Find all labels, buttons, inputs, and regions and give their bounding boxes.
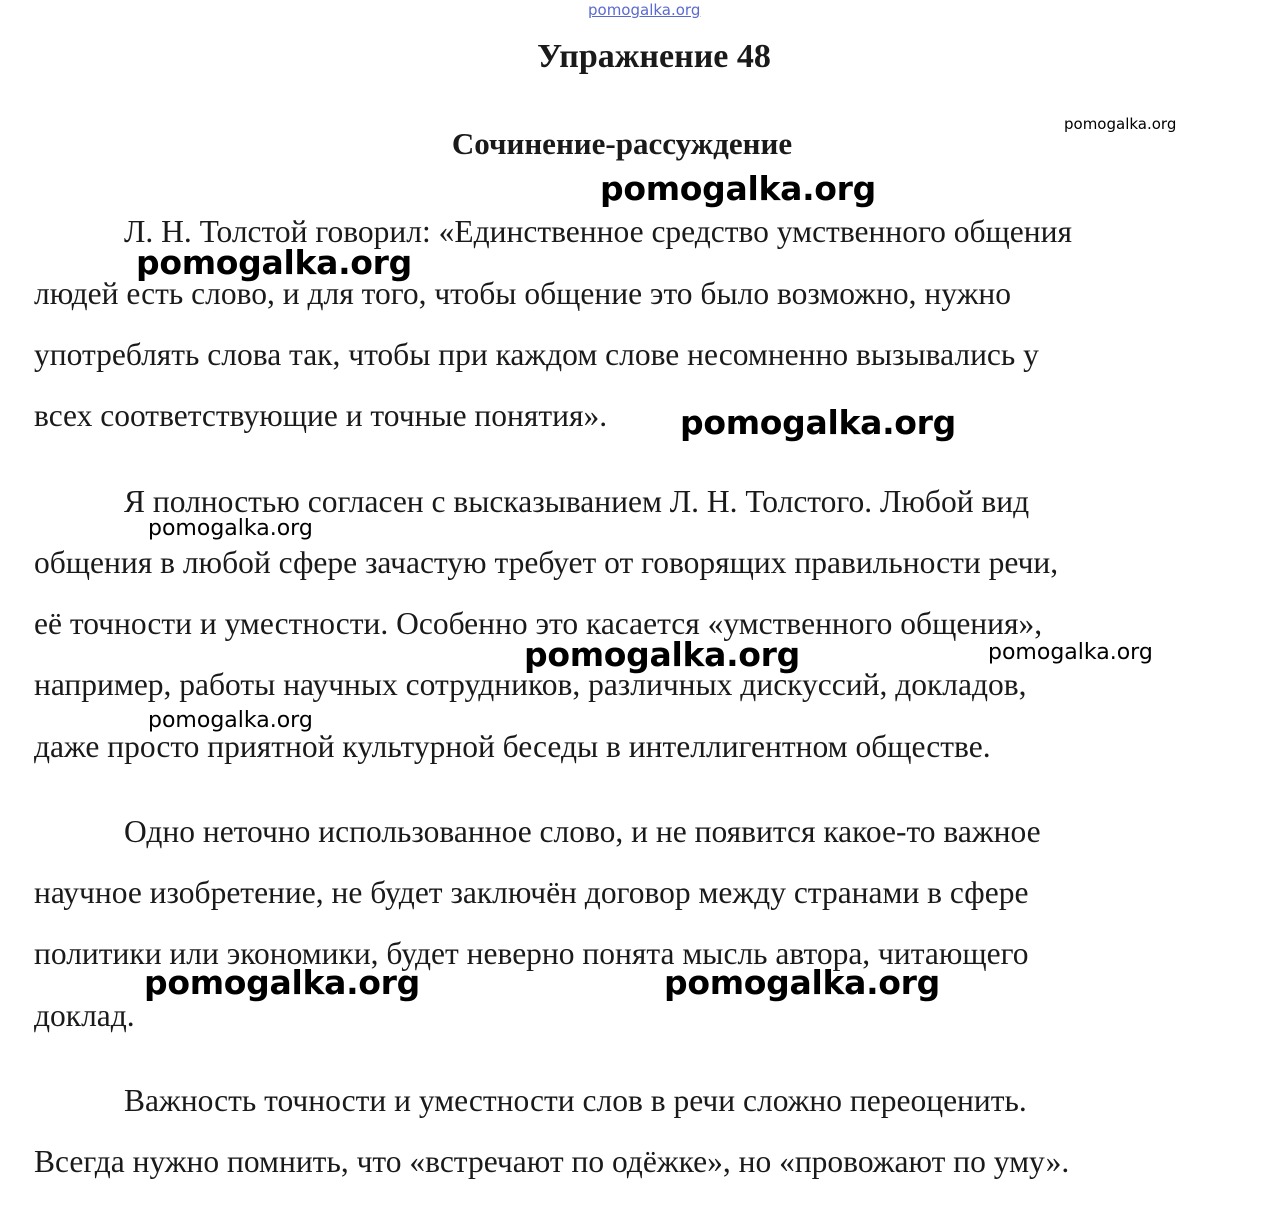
watermark: pomogalka.org xyxy=(148,516,313,541)
text-line: даже просто приятной культурной беседы в интеллигентном обществе. xyxy=(34,729,991,764)
text-line: общения в любой сфере зачастую требует от говорящих правильности речи, xyxy=(34,545,1059,580)
text-line: доклад. xyxy=(34,998,135,1033)
watermark: pomogalka.org xyxy=(148,708,313,733)
watermark: pomogalka.org xyxy=(144,963,420,1002)
text-line: политики или экономики, будет неверно понята мысль автора, читающего xyxy=(34,936,1029,971)
text-line: употреблять слова так, чтобы при каждом слове несомненно вызывались у xyxy=(34,337,1039,372)
text-line: например, работы научных сотрудников, различных дискуссий, докладов, xyxy=(34,667,1027,702)
watermark: pomogalka.org xyxy=(664,963,940,1002)
page-subtitle: Сочинение-рассуждение xyxy=(451,126,793,161)
text-line: Важность точности и уместности слов в речи сложно переоценить. xyxy=(124,1083,1027,1118)
text-line: научное изобретение, не будет заключён договор между странами в сфере xyxy=(34,875,1029,910)
text-line: Л. Н. Толстой говорил: «Единственное средство умственного общения xyxy=(124,214,1072,249)
watermark: pomogalka.org xyxy=(524,635,800,674)
watermark: pomogalka.org xyxy=(136,243,412,282)
text-line: людей есть слово, и для того, чтобы общение это было возможно, нужно xyxy=(34,276,1011,311)
watermark: pomogalka.org xyxy=(1064,115,1177,133)
watermark: pomogalka.org xyxy=(600,169,876,208)
text-line: всех соответствующие и точные понятия». xyxy=(34,398,608,433)
text-line: Одно неточно использованное слово, и не появится какое-то важное xyxy=(124,814,1041,849)
watermark: pomogalka.org xyxy=(988,640,1153,665)
text-line: Я полностью согласен с высказыванием Л. Н. Толстого. Любой вид xyxy=(124,484,1030,519)
text-line: Всегда нужно помнить, что «встречают по одёжке», но «провожают по уму». xyxy=(34,1144,1070,1179)
watermark: pomogalka.org xyxy=(680,403,956,442)
page-title: Упражнение 48 xyxy=(537,38,771,75)
watermark: pomogalka.org xyxy=(588,1,701,19)
text-line: её точности и уместности. Особенно это касается «умственного общения», xyxy=(34,606,1043,641)
